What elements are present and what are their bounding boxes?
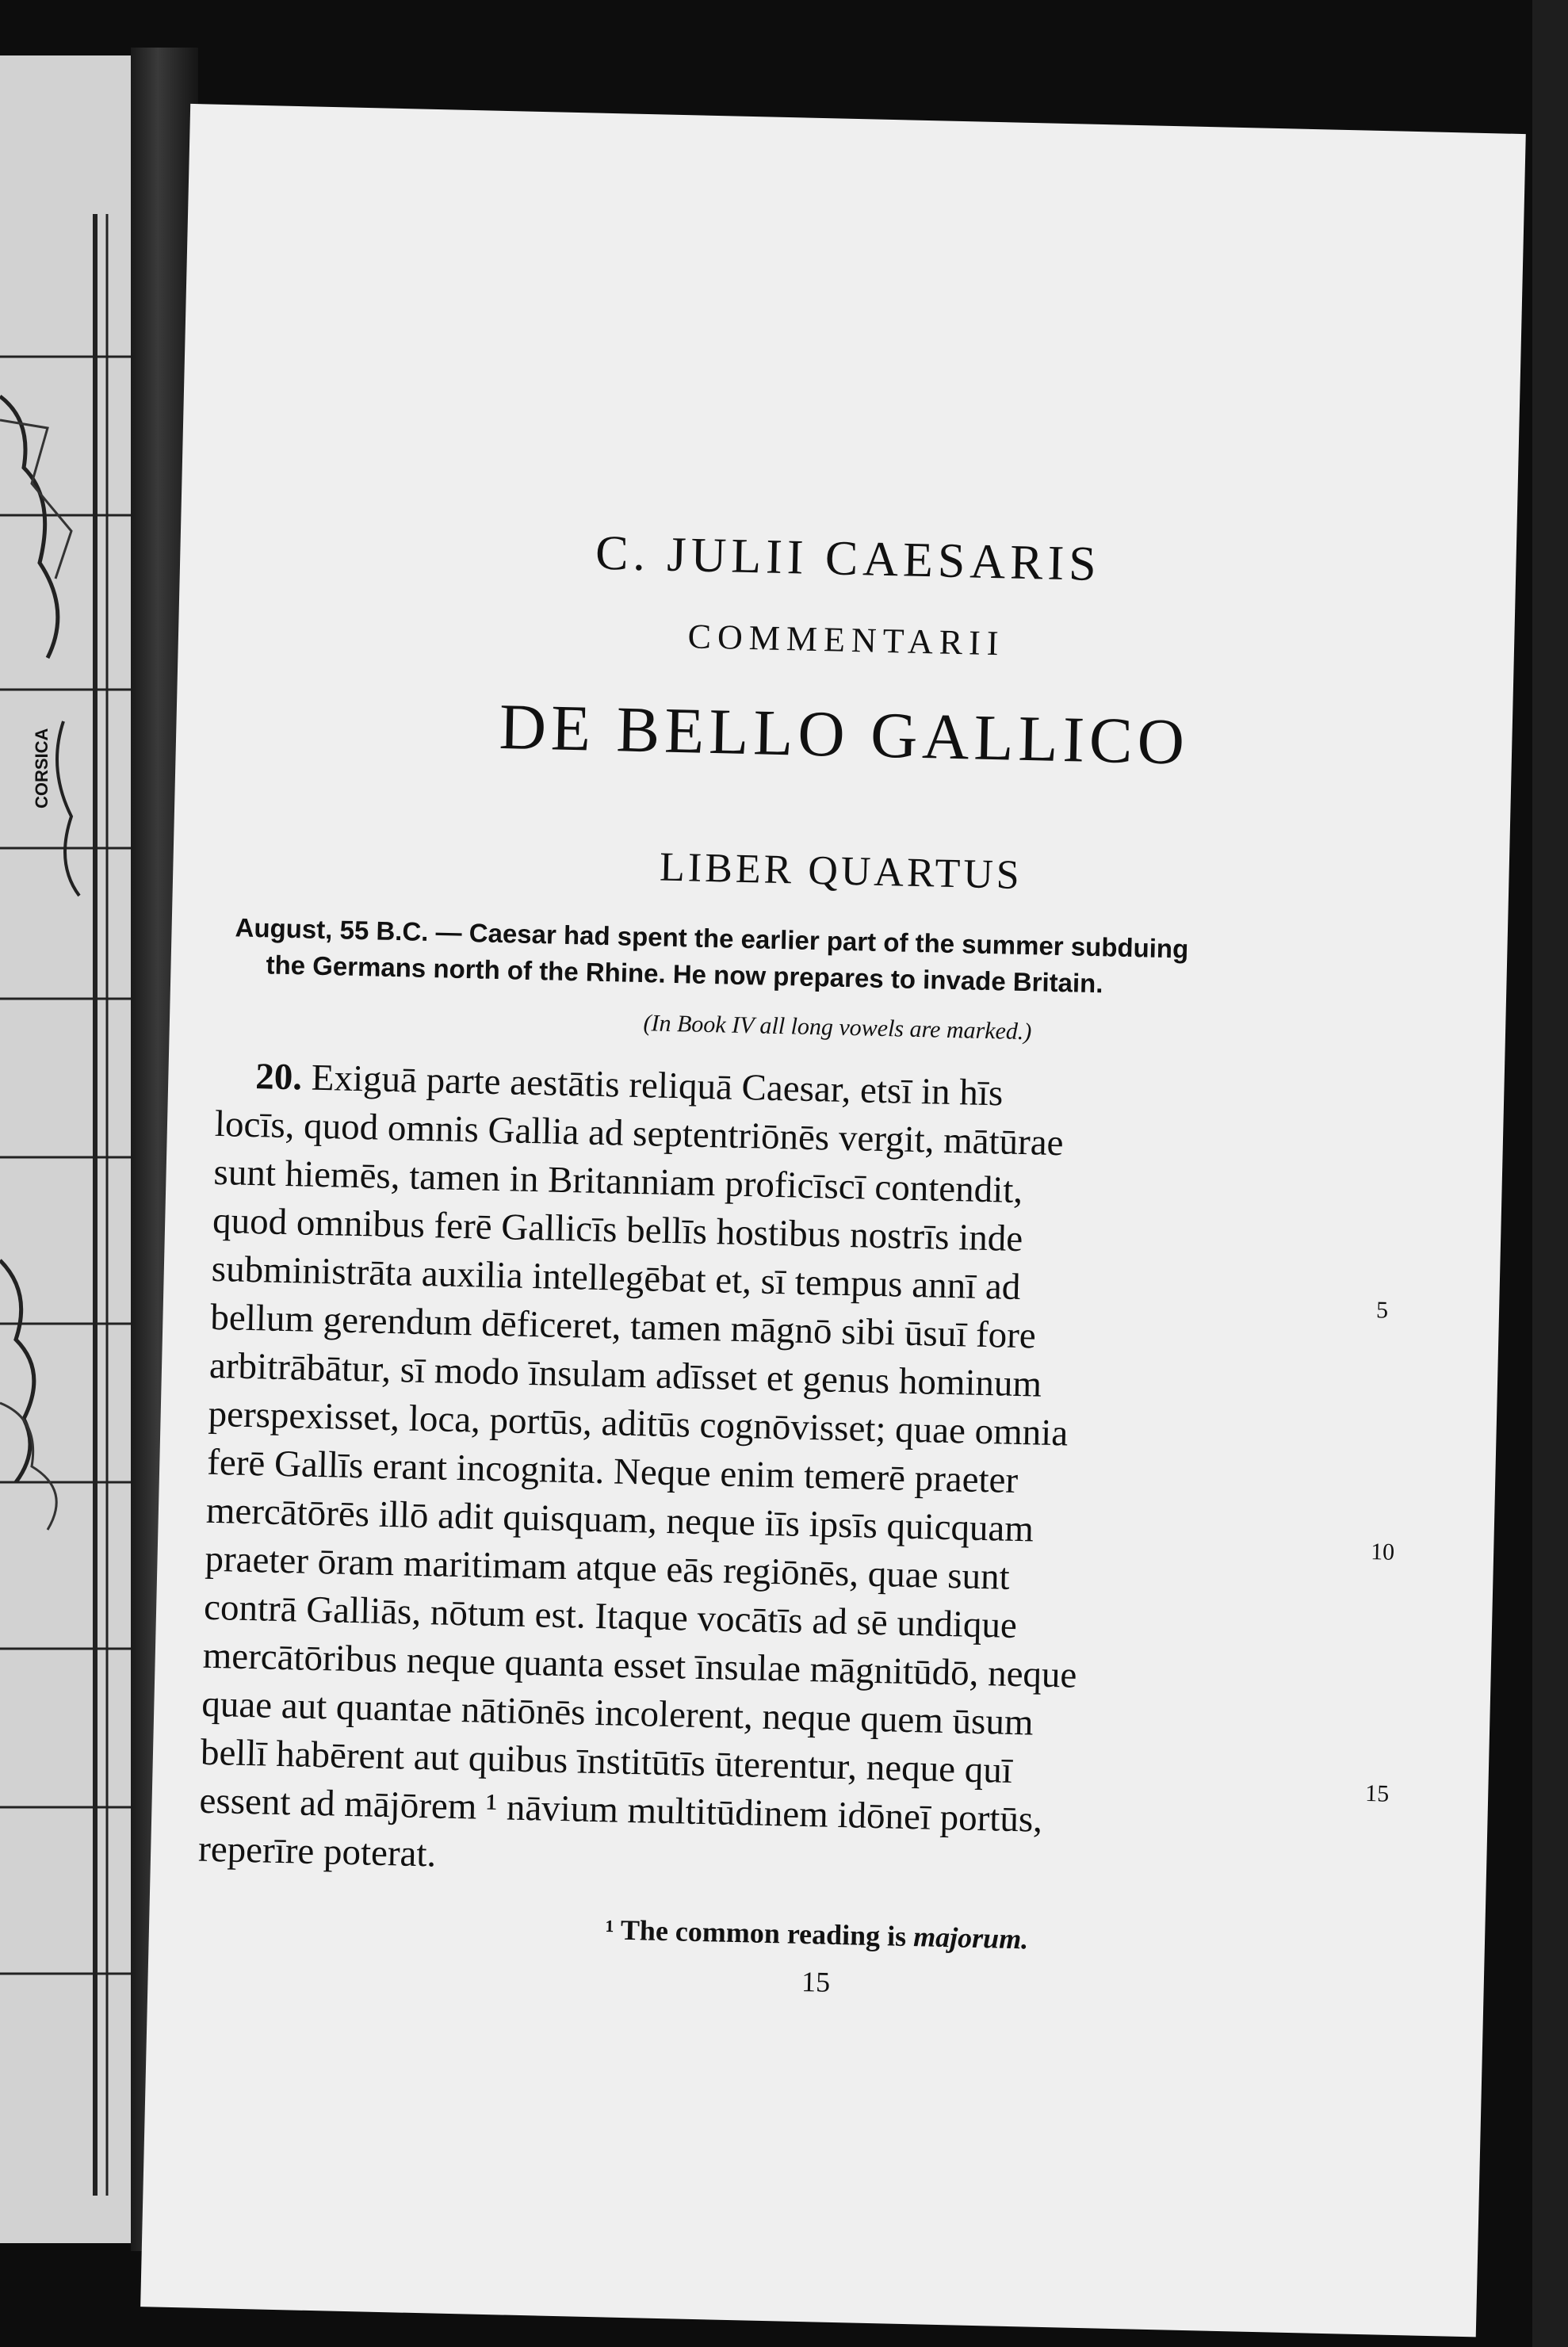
summary-line-2: the Germans north of the Rhine. He now prepares to invade Britain.	[266, 950, 1103, 999]
line-number-15: 15	[1364, 1780, 1390, 1807]
text-line: contrā Galliās, nōtum est. Itaque vocātīs ad sē undique	[203, 1586, 1018, 1647]
vowel-note: (In Book IV all long vowels are marked.)	[643, 1010, 1032, 1045]
text-line: bellum gerendum dēficeret, tamen māgnō sibi ūsuī fore	[209, 1296, 1037, 1357]
text-line: sunt hiemēs, tamen in Britanniam proficīscī contendit,	[213, 1151, 1023, 1212]
text-line: 20. Exiguā parte aestātis reliquā Caesar, etsī in hīs	[254, 1056, 1004, 1114]
text-line: ferē Gallīs erant incognita. Neque enim temerē praeter	[206, 1441, 1019, 1502]
book-page	[140, 104, 1526, 2337]
text-line: quod omnibus ferē Gallicīs bellīs hostibus nostrīs inde	[212, 1199, 1023, 1260]
facing-page-map	[0, 55, 131, 2243]
text-line: arbitrābātur, sī modo īnsulam adīsset et genus hominum	[208, 1344, 1042, 1405]
chapter-summary	[234, 909, 1314, 1007]
footnote-text: ¹ The common reading is	[605, 1913, 907, 1952]
author-heading: C. JULII CAESARIS	[595, 526, 1102, 592]
text-line: praeter ōram maritimam atque eās regiōnēs, quae sunt	[204, 1538, 1011, 1598]
text-line: subministrāta auxilia intellegēbat et, sī tempus annī ad	[211, 1248, 1021, 1309]
summary-line-1: August, 55 B.C. — Caesar had spent the earlier part of the summer subduing	[235, 912, 1189, 964]
chapter-text	[197, 1052, 1395, 1899]
page-number: 15	[801, 1965, 831, 1998]
text-line: bellī habērent aut quibus īnstitūtīs ūterentur, neque quī	[200, 1731, 1013, 1791]
line-number-10: 10	[1370, 1539, 1395, 1565]
text-line: mercātōribus neque quanta esset īnsulae māgnitūdō, neque	[202, 1634, 1077, 1696]
chapter-number: 20.	[254, 1056, 303, 1099]
text-line: locīs, quod omnis Gallia ad septentriōnēs vergit, mātūrae	[214, 1103, 1065, 1164]
text-line: perspexisset, loca, portūs, aditūs cognōvisset; quae omnia	[208, 1393, 1069, 1454]
text-line: mercātōrēs illō adit quisquam, neque iīs ipsīs quicquam	[205, 1489, 1034, 1550]
line-number-5: 5	[1375, 1297, 1389, 1324]
book-heading: LIBER QUARTUS	[659, 844, 1023, 898]
text-line: reperīre poterat.	[197, 1828, 437, 1875]
text-line: quae aut quantae nātiōnēs incolerent, neque quem ūsum	[201, 1683, 1034, 1744]
right-border	[1532, 0, 1568, 2347]
map-illustration	[0, 55, 131, 2243]
text-line: essent ad mājōrem ¹ nāvium multitūdinem idōneī portūs,	[199, 1779, 1043, 1841]
map-label-corsica: CORSICA	[32, 728, 52, 808]
title-heading: DE BELLO GALLICO	[498, 690, 1190, 778]
work-heading: COMMENTARII	[687, 617, 1005, 663]
footnote-word: majorum.	[912, 1921, 1029, 1955]
